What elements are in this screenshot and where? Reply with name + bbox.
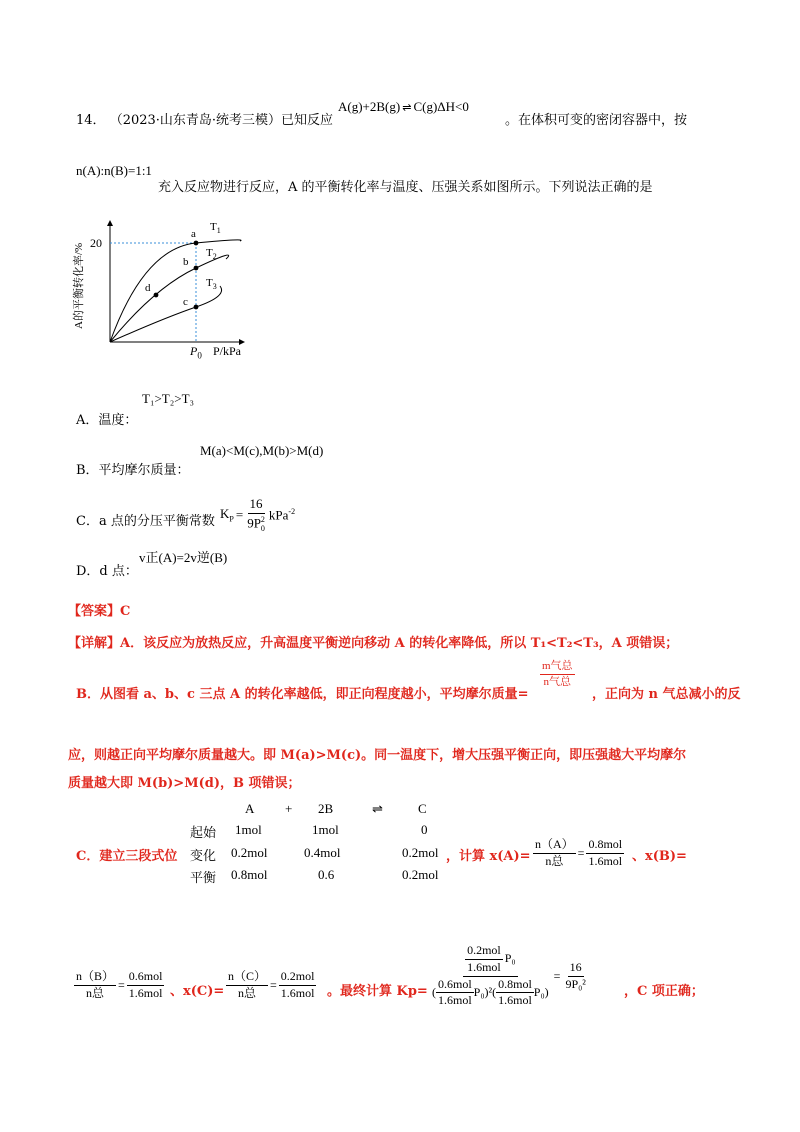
point-label-d: d [145, 282, 151, 294]
option-b-label: B．平均摩尔质量： [76, 463, 190, 478]
question-number: 14． [76, 113, 106, 128]
xa-expression: $\frac{n(A)}{\text{n总}}$ = $\frac{\text{0.8mol}}{\text{1.6mol}}$ [535, 837, 623, 868]
option-d-formula: v正(A)=2v逆(B) [139, 550, 228, 565]
table-header-2b: 2B [318, 801, 334, 816]
table-cell: 1mol [235, 822, 262, 837]
analysis-c-calc: ，计算 x(A)= [446, 849, 531, 864]
question-intro: 已知反应 [281, 113, 334, 128]
point-label-c: c [183, 296, 188, 308]
xb-label: 、x(B)= [632, 849, 687, 864]
table-cell: 0.8mol [231, 867, 268, 882]
graph-y-tick: 20 [90, 236, 102, 250]
analysis-c-label: C．建立三段式位 [76, 849, 178, 864]
curve-label-t3: $T_3$ [206, 277, 217, 292]
point-b [194, 266, 199, 271]
graph-x-tick: $P_0$ [190, 344, 202, 361]
table-cell: 0.6 [318, 867, 335, 882]
curve-label-t1: $T_1$ [210, 221, 221, 236]
curve-label-t2: $T_2$ [206, 247, 217, 262]
table-header-plus: + [285, 801, 293, 816]
table-cell: 0 [421, 822, 428, 837]
point-c [194, 305, 199, 310]
option-c-formula: $K_P$ = $\frac{16}{9P^2_0}$ kPa$^{-2}$ [220, 496, 296, 533]
reactant-ratio: n(A):n(B)=1:1 [76, 163, 152, 178]
table-cell: 0.2mol [402, 845, 439, 860]
point-label-a: a [191, 228, 196, 240]
question-line-1 [76, 109, 333, 128]
final-label: 。最终计算 Kp= [327, 984, 428, 999]
curve-t2 [110, 255, 229, 342]
molar-mass-fraction: $\frac{\text{m气总}}{\text{n气总}}$ [542, 660, 573, 688]
table-cell: 0.4mol [304, 845, 341, 860]
question-line-1-tail: 。在体积可变的密闭容器中，按 [505, 113, 688, 128]
table-header-c: C [418, 801, 427, 816]
reaction-equation: A(g)+2B(g) ⇌ C(g)ΔH<0 [338, 99, 469, 114]
analysis-line-b1: B．从图看 a、b、c 三点 A 的转化率越低，即正向程度越小，平均摩尔质量= [76, 687, 529, 702]
curve-t3 [110, 286, 222, 342]
graph-ylabel: A的平衡转化率/% [73, 242, 85, 329]
question-line-2-tail: 充入反应物进行反应，A 的平衡转化率与温度、压强关系如图所示。下列说法正确的是 [158, 180, 653, 195]
reversible-arrow-icon: ⇌ [402, 102, 412, 114]
option-a-label: A．温度： [76, 413, 138, 428]
point-d [154, 293, 159, 298]
table-header-arrow: ⇌ [372, 801, 383, 816]
table-row-label-start: 起始 [190, 826, 217, 841]
answer: 【答案】C [68, 604, 131, 619]
option-d-label: D．d 点： [76, 564, 138, 579]
analysis-line-b3: 应，则越正向平均摩尔质量越大。即 M(a)>M(c)。同一温度下，增大压强平衡正向，即压强越大平均摩尔 [68, 748, 687, 763]
option-b-formula: M(a)<M(c),M(b)>M(d) [200, 443, 324, 458]
table-row-label-change: 变化 [190, 849, 217, 864]
table-cell: 0.2mol [231, 845, 268, 860]
question-source: （2023·山东青岛·统考三模） [109, 113, 282, 128]
table-row-label-eq: 平衡 [190, 871, 217, 886]
xc-label: 、x(C)= [170, 984, 225, 999]
point-label-b: b [183, 256, 189, 268]
graph-xlabel: P/kPa [213, 344, 242, 358]
analysis-line-b4: 质量越大即 M(b)>M(d)，B 项错误； [68, 776, 301, 791]
table-cell: 0.2mol [402, 867, 439, 882]
xb-expression: $\frac{n(B)}{\text{n总}}$ = $\frac{\text{0.6mol}}{\text{1.6mol}}$ [76, 969, 163, 1000]
kp-expression: $\frac{\text{0.2mol}}{\text{1.6mol}}$ P₀ ( $\frac{\text{0.6mol}}{\text{1.6mol}}$ P₀ )²( $\frac{\text{0.8mol}}{\text{1.6mol}}$ P₀ ) = $\frac{16}{\text{9P₀²}}$ [432, 943, 586, 1008]
option-a-formula: T₁>T₂>T₃ [142, 391, 195, 406]
table-header-a: A [245, 801, 255, 816]
point-a [194, 241, 199, 246]
xc-expression: $\frac{n(C)}{\text{n总}}$ = $\frac{\text{0.2mol}}{\text{1.6mol}}$ [228, 969, 315, 1000]
analysis-c-end: ，C 项正确； [624, 984, 704, 999]
analysis-line-b2: ，正向为 n 气总减小的反 [592, 687, 741, 702]
table-cell: 1mol [312, 822, 339, 837]
option-c-label: C．a 点的分压平衡常数 [76, 514, 215, 529]
analysis-line-a: 【详解】A．该反应为放热反应，升高温度平衡逆向移动 A 的转化率降低，所以 T₁<T₂<T₃，A 项错误； [68, 636, 679, 651]
